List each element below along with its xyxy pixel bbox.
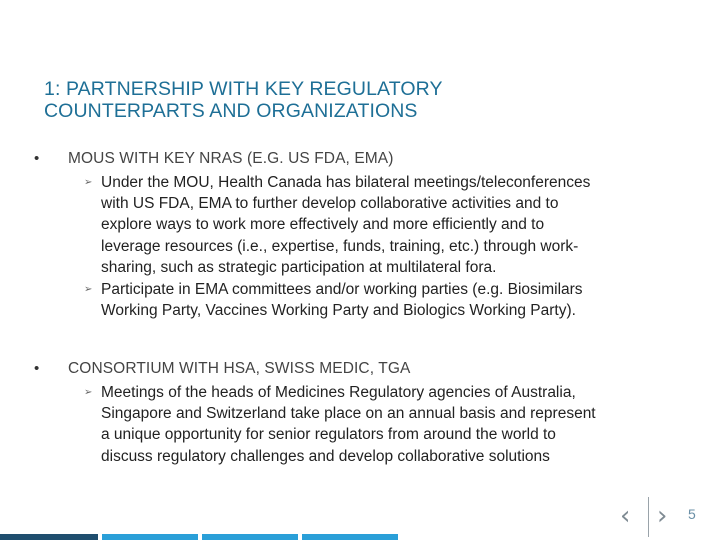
footer-bar-segment bbox=[202, 534, 298, 540]
sub-bullet-ema-text bbox=[101, 279, 701, 321]
slide-title-line-1: 1: PARTNERSHIP WITH KEY REGULATORY bbox=[44, 78, 443, 100]
text-line: Working Party, Vaccines Working Party and Biologics Working Party). bbox=[101, 302, 576, 320]
page-number: 5 bbox=[688, 506, 696, 522]
slide-title-line-2: COUNTERPARTS AND ORGANIZATIONS bbox=[44, 100, 418, 122]
arrow-bullet-icon: ➢ bbox=[84, 387, 93, 398]
sub-bullet-mou-text bbox=[101, 172, 701, 278]
next-slide-icon[interactable]: › bbox=[657, 501, 668, 531]
section-heading-consortium: CONSORTIUM WITH HSA, SWISS MEDIC, TGA bbox=[68, 360, 411, 377]
nav-divider bbox=[648, 497, 649, 537]
text-line: Meetings of the heads of Medicines Regulatory agencies of Australia, bbox=[101, 384, 576, 401]
footer-bar-segment bbox=[102, 534, 198, 540]
arrow-bullet-icon: ➢ bbox=[84, 177, 93, 188]
sub-bullet-consortium-text bbox=[101, 382, 701, 467]
footer-bar-segment-dark bbox=[0, 534, 98, 540]
section-heading-mous: MOUS WITH KEY NRAS (E.G. US FDA, EMA) bbox=[68, 150, 394, 167]
footer-bar-segment bbox=[302, 534, 398, 540]
text-line: Participate in EMA committees and/or working parties (e.g. Biosimilars bbox=[101, 281, 583, 298]
section-bullet: • bbox=[34, 150, 40, 167]
text-line: Singapore and Switzerland take place on an annual basis and represent bbox=[101, 405, 596, 423]
arrow-bullet-icon: ➢ bbox=[84, 284, 93, 295]
text-line: discuss regulatory challenges and develop collaborative solutions bbox=[101, 447, 550, 465]
text-line: with US FDA, EMA to further develop collaborative activities and to bbox=[101, 195, 559, 213]
text-line: explore ways to work more effectively and more efficiently and to bbox=[101, 216, 545, 234]
slide-title bbox=[44, 78, 644, 122]
text-line: sharing, such as strategic participation at multilateral fora. bbox=[101, 258, 497, 276]
text-line: leverage resources (i.e., expertise, funds, training, etc.) through work- bbox=[101, 237, 579, 255]
text-line: Under the MOU, Health Canada has bilateral meetings/teleconferences bbox=[101, 174, 591, 191]
previous-slide-icon[interactable]: ‹ bbox=[620, 501, 631, 531]
section-bullet: • bbox=[34, 360, 40, 377]
text-line: a unique opportunity for senior regulators from around the world to bbox=[101, 426, 556, 444]
